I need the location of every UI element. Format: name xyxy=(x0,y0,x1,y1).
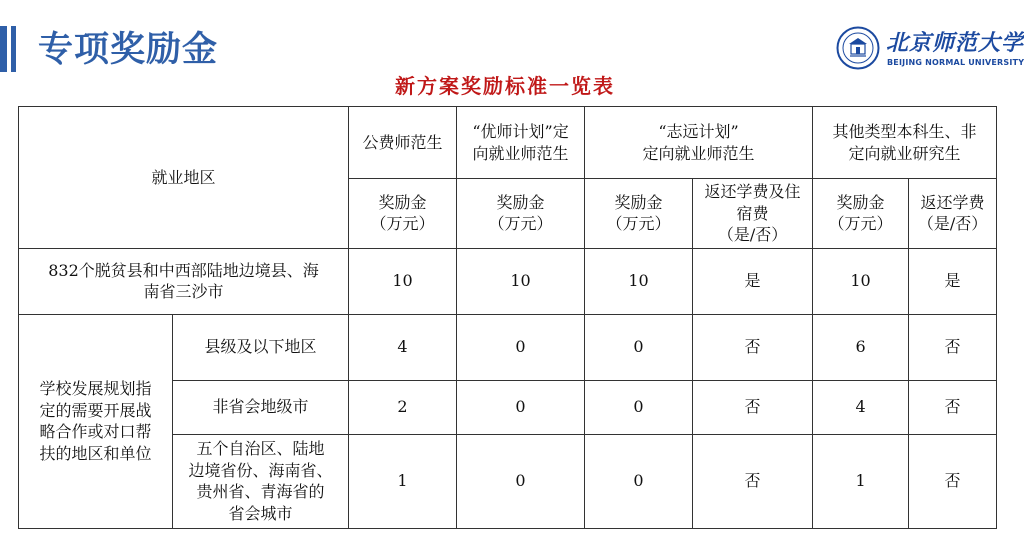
university-name-en: BEIJING NORMAL UNIVERSITY xyxy=(887,58,1024,67)
table-header-row xyxy=(19,107,997,179)
value-cell: 0 xyxy=(457,314,585,380)
value-cell: 否 xyxy=(909,380,997,434)
value-cell: 是 xyxy=(693,248,813,314)
value-cell: 4 xyxy=(813,380,909,434)
subheader-refund-tuition-housing: 返还学费及住 宿费 （是/否） xyxy=(693,179,813,249)
value-cell: 是 xyxy=(909,248,997,314)
value-cell: 10 xyxy=(457,248,585,314)
table-row-county xyxy=(19,314,997,380)
value-cell: 1 xyxy=(813,434,909,528)
group-header-other: 其他类型本科生、非 定向就业研究生 xyxy=(813,107,997,179)
university-seal-icon xyxy=(836,26,880,70)
value-cell: 否 xyxy=(693,434,813,528)
subheader-award: 奖励金 （万元） xyxy=(349,179,457,249)
value-cell: 10 xyxy=(813,248,909,314)
value-cell: 0 xyxy=(585,434,693,528)
subheader-refund-tuition: 返还学费 （是/否） xyxy=(909,179,997,249)
page-title: 专项奖励金 xyxy=(38,30,219,70)
title-accent-bar-secondary xyxy=(11,26,16,72)
value-cell: 0 xyxy=(585,314,693,380)
value-cell: 0 xyxy=(585,380,693,434)
value-cell: 4 xyxy=(349,314,457,380)
value-cell: 2 xyxy=(349,380,457,434)
title-accent-bar xyxy=(0,26,7,72)
region-label-capitals: 五个自治区、陆地 边境省份、海南省、 贵州省、青海省的 省会城市 xyxy=(173,434,349,528)
group-header-zhiyuan: “志远计划” 定向就业师范生 xyxy=(585,107,813,179)
value-cell: 0 xyxy=(457,380,585,434)
value-cell: 否 xyxy=(693,380,813,434)
value-cell: 10 xyxy=(585,248,693,314)
region-label-poverty: 832个脱贫县和中西部陆地边境县、海 南省三沙市 xyxy=(19,248,349,314)
school-group-label: 学校发展规划指 定的需要开展战 略合作或对口帮 扶的地区和单位 xyxy=(19,314,173,528)
region-label-city: 非省会地级市 xyxy=(173,380,349,434)
subheader-award: 奖励金 （万元） xyxy=(813,179,909,249)
university-name-cn: 北京师范大学 xyxy=(886,30,1024,56)
subheader-award: 奖励金 （万元） xyxy=(585,179,693,249)
value-cell: 否 xyxy=(693,314,813,380)
value-cell: 10 xyxy=(349,248,457,314)
subheader-award: 奖励金 （万元） xyxy=(457,179,585,249)
value-cell: 1 xyxy=(349,434,457,528)
group-header-youshi: “优师计划”定 向就业师范生 xyxy=(457,107,585,179)
award-standard-table xyxy=(18,106,997,529)
region-header: 就业地区 xyxy=(19,107,349,249)
value-cell: 否 xyxy=(909,434,997,528)
value-cell: 否 xyxy=(909,314,997,380)
value-cell: 6 xyxy=(813,314,909,380)
table-title: 新方案奖励标准一览表 xyxy=(395,74,615,98)
university-logo xyxy=(836,26,1024,74)
table-row-poverty-counties xyxy=(19,248,997,314)
group-header-public: 公费师范生 xyxy=(349,107,457,179)
value-cell: 0 xyxy=(457,434,585,528)
region-label-county: 县级及以下地区 xyxy=(173,314,349,380)
